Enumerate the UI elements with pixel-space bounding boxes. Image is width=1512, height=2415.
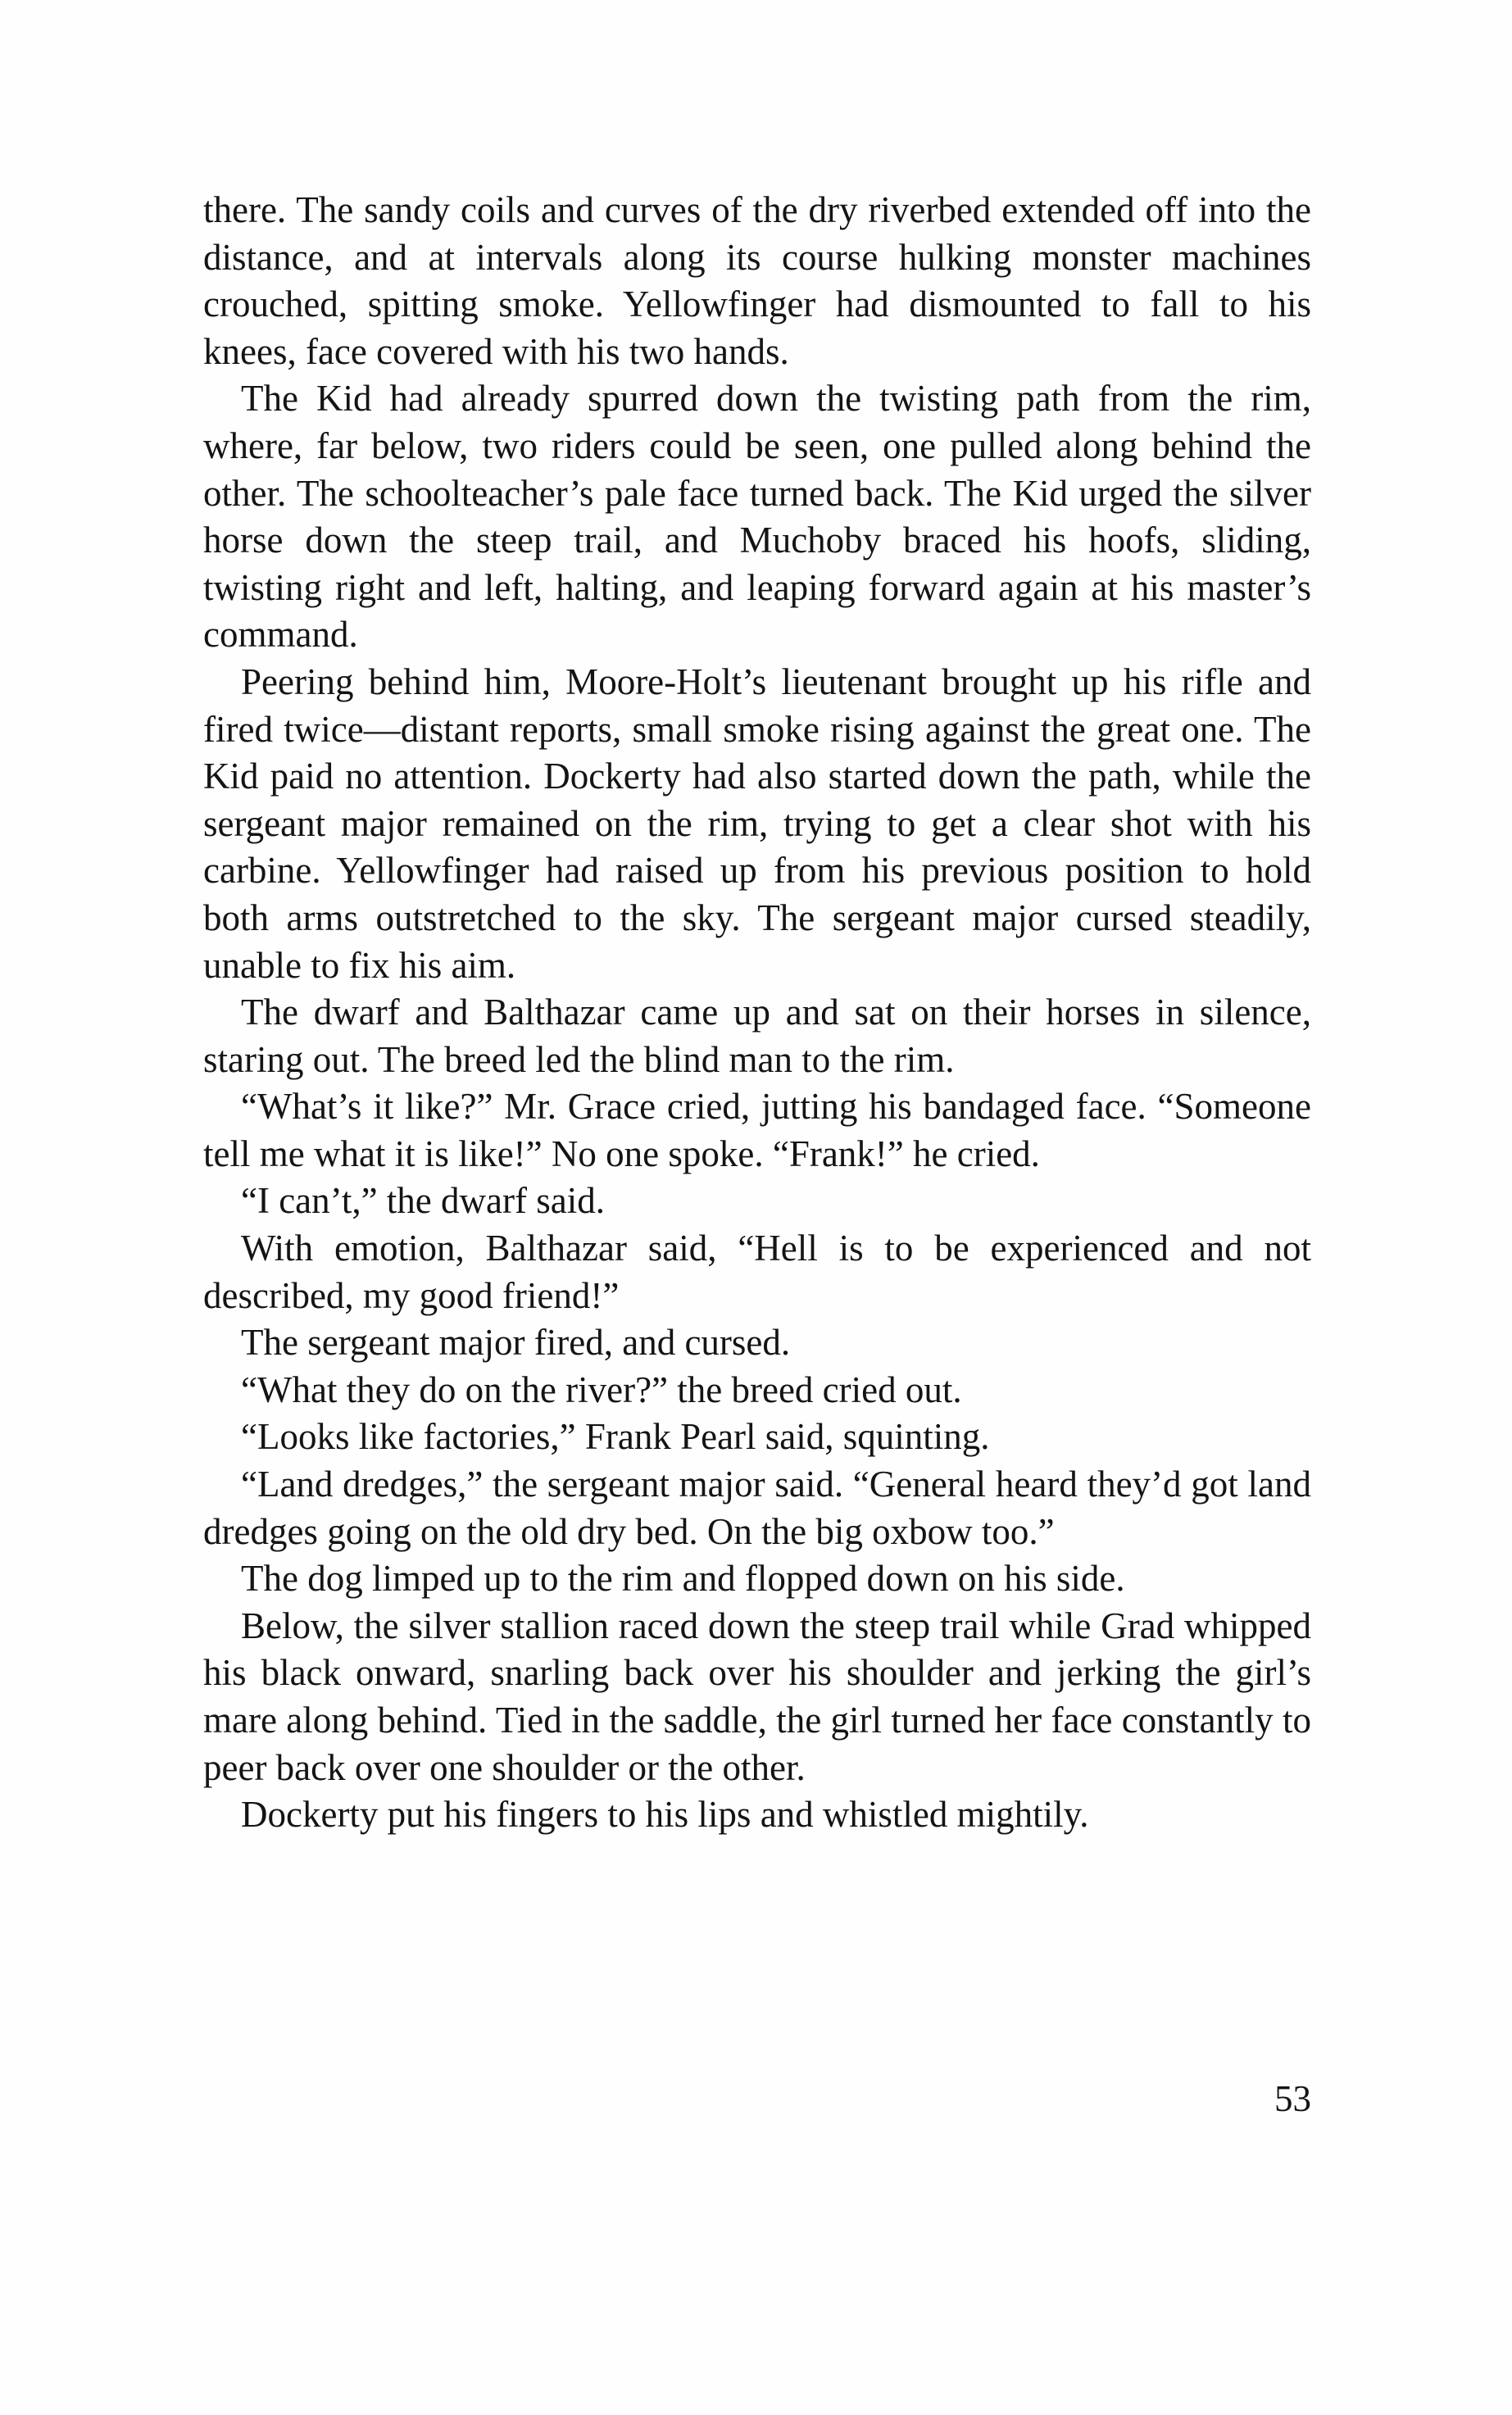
paragraph-14: Dockerty put his fingers to his lips and whistled mightily. bbox=[241, 1794, 1089, 1836]
paragraph-2: The Kid had already spurred down the twisting path from the rim, where, far below, two riders could be seen, one pulled along behind the other. The schoolteacher’s pale face turned back. The Kid urged the silver horse down the steep trail, and Muchoby braced his hoofs, sliding, twisting right and left, halting, and leaping forward again at his master’s command. bbox=[203, 378, 1311, 656]
paragraph-10: “Looks like factories,” Frank Pearl said, squinting. bbox=[241, 1416, 990, 1458]
paragraph-11: “Land dredges,” the sergeant major said. “General heard they’d got land dredges going on the old dry bed. On the big oxbow too.” bbox=[203, 1464, 1311, 1552]
paragraph-5: “What’s it like?” Mr. Grace cried, jutting his bandaged face. “Someone tell me what it is like!” No one spoke. “Frank!” he cried. bbox=[203, 1086, 1311, 1174]
paragraph-13: Below, the silver stallion raced down the steep trail while Grad whipped his black onward, snarling back over his shoulder and jerking the girl’s mare along behind. Tied in the saddle, the girl turned her face constantly to peer back over one shoulder or the other. bbox=[203, 1605, 1311, 1788]
paragraph-9: “What they do on the river?” the breed cried out. bbox=[241, 1369, 962, 1410]
paragraph-1: there. The sandy coils and curves of the dry riverbed extended off into the distance, and at intervals along its course hulking monster machines crouched, spitting smoke. Yellowfinger had dismounted to fall to his knees, face covered with his two hands. bbox=[203, 189, 1311, 372]
paragraph-6: “I can’t,” the dwarf said. bbox=[241, 1180, 605, 1222]
paragraph-3: Peering behind him, Moore-Holt’s lieutenant brought up his rifle and fired twice—distant reports, small smoke rising against the great one. The Kid paid no attention. Dockerty had also started down the path, while the sergeant major remained on the rim, trying to get a clear shot with his carbine. Yellowfinger had raised up from his previous position to hold both arms outstretched to the sky. The sergeant major cursed steadily, unable to fix his aim. bbox=[203, 660, 1311, 986]
paragraph-8: The sergeant major fired, and cursed. bbox=[241, 1322, 791, 1364]
page-number: 53 bbox=[1274, 2078, 1311, 2119]
paragraph-7: With emotion, Balthazar said, “Hell is to be experienced and not described, my good friend!” bbox=[203, 1228, 1311, 1316]
paragraph-4: The dwarf and Balthazar came up and sat on their horses in silence, staring out. The breed led the blind man to the rim. bbox=[203, 992, 1311, 1080]
body-text bbox=[203, 187, 1311, 1839]
paragraph-12: The dog limped up to the rim and flopped down on his side. bbox=[241, 1558, 1125, 1600]
